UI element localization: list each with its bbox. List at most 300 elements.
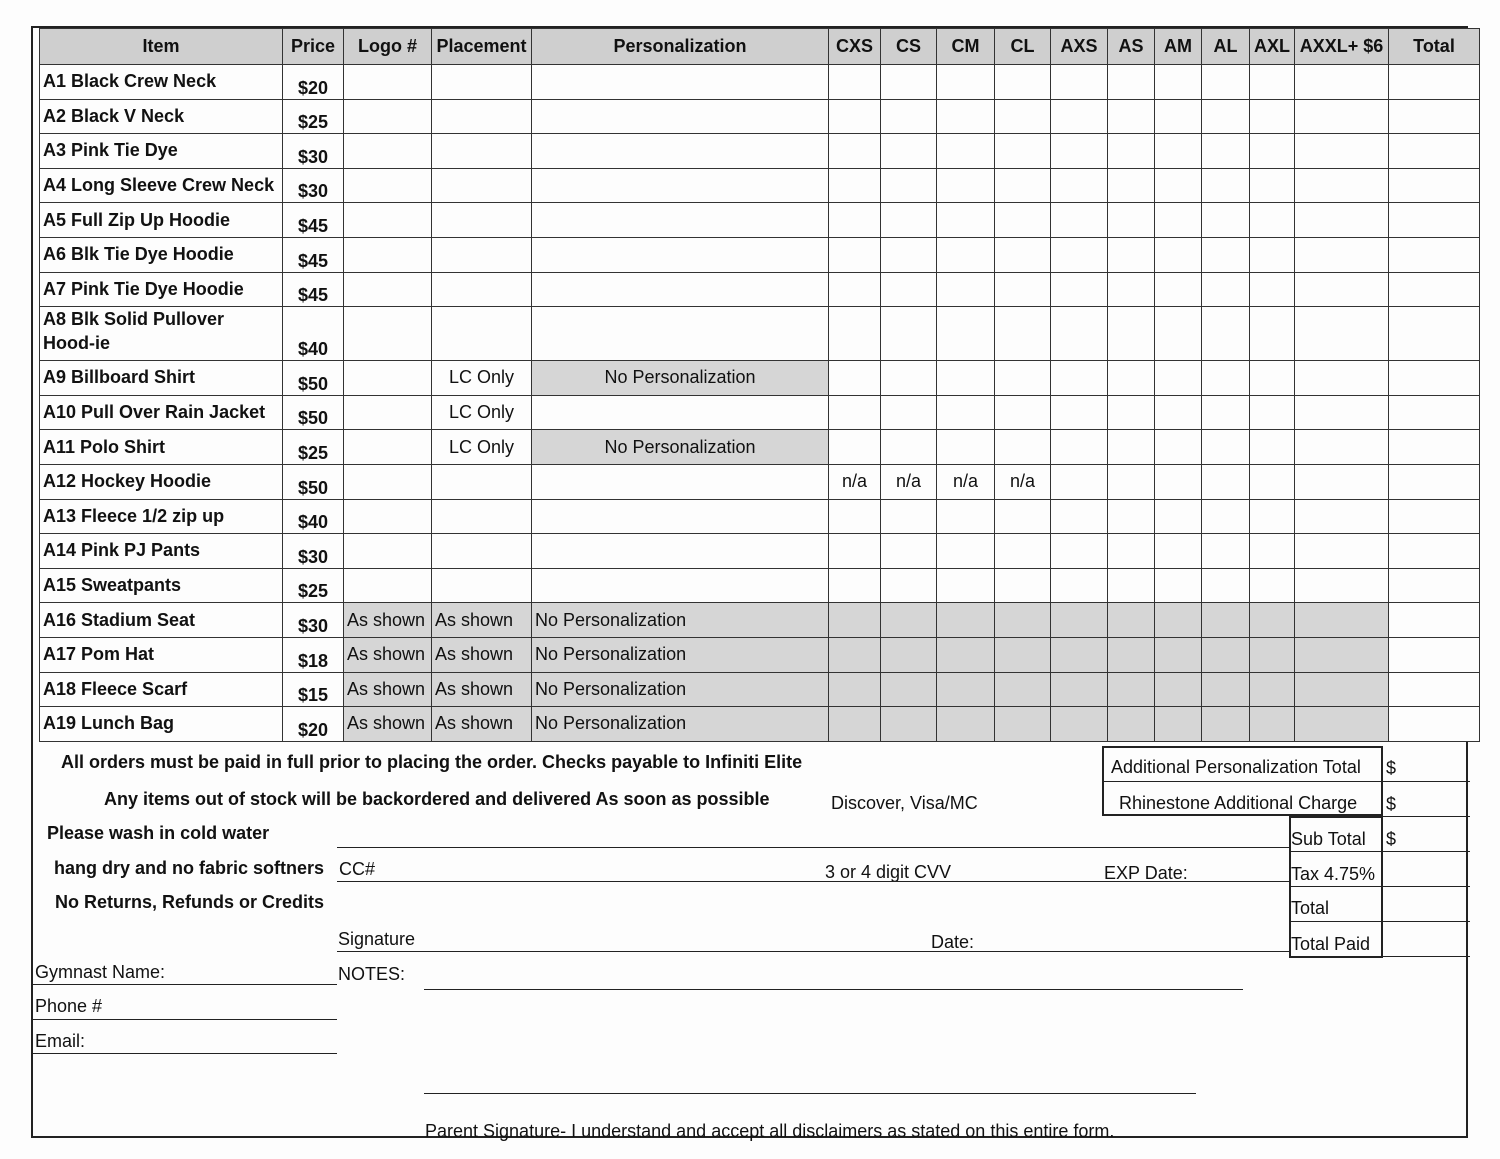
size-cell[interactable] — [1250, 307, 1295, 361]
size-cell[interactable] — [937, 99, 995, 134]
size-cell[interactable] — [995, 395, 1051, 430]
row-total-cell[interactable] — [1389, 568, 1480, 603]
logo-cell[interactable] — [344, 99, 432, 134]
size-cell[interactable] — [937, 534, 995, 569]
logo-cell[interactable] — [344, 237, 432, 272]
header-row — [40, 29, 1480, 65]
row-total-cell[interactable] — [1389, 464, 1480, 499]
table-row — [40, 534, 1480, 569]
personalization-cell[interactable] — [532, 168, 829, 203]
personalization-cell: No Personalization — [532, 672, 829, 707]
item-cell: A3 Pink Tie Dye — [40, 134, 283, 169]
table-row — [40, 464, 1480, 499]
size-cell[interactable] — [829, 65, 881, 100]
size-cell[interactable] — [881, 99, 937, 134]
size-cell[interactable] — [1155, 203, 1202, 238]
size-cell[interactable] — [1108, 430, 1155, 465]
size-cell[interactable] — [995, 99, 1051, 134]
row-total-cell[interactable] — [1389, 603, 1480, 638]
row-total-cell[interactable] — [1389, 395, 1480, 430]
size-cell[interactable] — [1051, 203, 1108, 238]
size-cell[interactable] — [1250, 99, 1295, 134]
size-cell[interactable] — [829, 430, 881, 465]
col-total: Total — [1389, 29, 1480, 65]
personalization-cell[interactable] — [532, 568, 829, 603]
size-cell[interactable] — [1108, 534, 1155, 569]
table-row — [40, 568, 1480, 603]
size-cell[interactable] — [1202, 99, 1250, 134]
size-cell — [1295, 637, 1389, 672]
size-cell: n/a — [937, 464, 995, 499]
size-cell[interactable] — [1202, 361, 1250, 396]
personalization-cell: No Personalization — [532, 603, 829, 638]
placement-cell[interactable] — [432, 499, 532, 534]
placement-cell[interactable] — [432, 272, 532, 307]
size-cell[interactable] — [881, 430, 937, 465]
row-total-cell[interactable] — [1389, 134, 1480, 169]
personalization-cell[interactable] — [532, 307, 829, 361]
row-total-cell[interactable] — [1389, 499, 1480, 534]
size-cell[interactable] — [881, 534, 937, 569]
size-cell[interactable] — [995, 203, 1051, 238]
logo-cell[interactable] — [344, 203, 432, 238]
gymnast-name-label: Gymnast Name: — [35, 962, 166, 982]
notes-label: NOTES: — [338, 964, 406, 984]
size-cell[interactable] — [995, 568, 1051, 603]
logo-cell[interactable] — [344, 534, 432, 569]
size-cell[interactable] — [1202, 430, 1250, 465]
logo-cell[interactable] — [344, 464, 432, 499]
size-cell[interactable] — [829, 395, 881, 430]
currency-3: $ — [1386, 829, 1397, 849]
summary-line-1 — [1289, 851, 1470, 852]
size-cell[interactable] — [881, 395, 937, 430]
size-cell[interactable] — [1250, 168, 1295, 203]
logo-cell[interactable] — [344, 395, 432, 430]
item-cell: A4 Long Sleeve Crew Neck — [40, 168, 283, 203]
placement-cell[interactable] — [432, 237, 532, 272]
size-cell[interactable] — [829, 534, 881, 569]
size-cell — [1155, 672, 1202, 707]
col-personalization: Personalization — [532, 29, 829, 65]
size-cell[interactable] — [1108, 65, 1155, 100]
logo-cell: As shown — [344, 603, 432, 638]
logo-cell[interactable] — [344, 361, 432, 396]
col-logo: Logo # — [344, 29, 432, 65]
price-cell: $40 — [283, 307, 344, 361]
size-cell[interactable] — [937, 430, 995, 465]
size-cell[interactable] — [1108, 307, 1155, 361]
placement-cell[interactable] — [432, 203, 532, 238]
row-total-cell[interactable] — [1389, 637, 1480, 672]
size-cell[interactable] — [1108, 361, 1155, 396]
price-cell: $30 — [283, 168, 344, 203]
size-cell[interactable] — [1155, 464, 1202, 499]
size-cell[interactable] — [1051, 361, 1108, 396]
col-size-cl: CL — [995, 29, 1051, 65]
item-cell: A7 Pink Tie Dye Hoodie — [40, 272, 283, 307]
size-cell[interactable] — [1051, 237, 1108, 272]
row-total-cell[interactable] — [1389, 430, 1480, 465]
size-cell[interactable] — [1295, 361, 1389, 396]
size-cell[interactable] — [1250, 499, 1295, 534]
size-cell[interactable] — [1155, 134, 1202, 169]
size-cell[interactable] — [937, 307, 995, 361]
email-label: Email: — [35, 1031, 86, 1051]
size-cell — [1202, 672, 1250, 707]
wash-note: Please wash in cold water — [47, 823, 270, 843]
placement-cell[interactable] — [432, 168, 532, 203]
row-total-cell[interactable] — [1389, 707, 1480, 742]
size-cell[interactable] — [1202, 65, 1250, 100]
table-row — [40, 168, 1480, 203]
size-cell[interactable] — [1155, 307, 1202, 361]
personalization-cell: No Personalization — [532, 707, 829, 742]
size-cell[interactable] — [881, 499, 937, 534]
personalization-cell[interactable] — [532, 237, 829, 272]
rhinestone-label: Rhinestone Additional Charge — [1119, 793, 1358, 813]
size-cell[interactable] — [1250, 568, 1295, 603]
col-item: Item — [40, 29, 283, 65]
parent-signature-line — [424, 1093, 1196, 1094]
size-cell[interactable] — [937, 395, 995, 430]
size-cell[interactable] — [1250, 272, 1295, 307]
size-cell[interactable] — [1051, 430, 1108, 465]
item-cell: A19 Lunch Bag — [40, 707, 283, 742]
price-cell: $25 — [283, 568, 344, 603]
size-cell[interactable] — [1295, 99, 1389, 134]
item-cell: A6 Blk Tie Dye Hoodie — [40, 237, 283, 272]
size-cell[interactable] — [1108, 99, 1155, 134]
placement-cell: As shown — [432, 637, 532, 672]
size-cell — [1155, 603, 1202, 638]
price-cell: $30 — [283, 603, 344, 638]
size-cell[interactable] — [1108, 168, 1155, 203]
col-placement: Placement — [432, 29, 532, 65]
paid-in-full-note: All orders must be paid in full prior to placing the order. Checks payable to Infiniti Elite — [61, 752, 803, 772]
size-cell[interactable] — [1155, 534, 1202, 569]
size-cell — [1250, 637, 1295, 672]
size-cell[interactable] — [1108, 203, 1155, 238]
size-cell[interactable] — [995, 499, 1051, 534]
gymnast-line — [33, 984, 337, 985]
placement-cell[interactable] — [432, 134, 532, 169]
size-cell[interactable] — [1250, 134, 1295, 169]
size-cell — [881, 603, 937, 638]
size-cell[interactable] — [1202, 203, 1250, 238]
size-cell — [829, 637, 881, 672]
logo-cell[interactable] — [344, 430, 432, 465]
size-cell — [881, 707, 937, 742]
col-size-cs: CS — [881, 29, 937, 65]
currency-2: $ — [1386, 794, 1397, 814]
size-cell[interactable] — [995, 534, 1051, 569]
size-cell[interactable] — [1250, 534, 1295, 569]
row-total-cell[interactable] — [1389, 203, 1480, 238]
size-cell[interactable] — [1155, 168, 1202, 203]
size-cell[interactable] — [1295, 272, 1389, 307]
logo-cell[interactable] — [344, 134, 432, 169]
personalization-cell[interactable] — [532, 134, 829, 169]
price-cell: $50 — [283, 464, 344, 499]
size-cell — [1202, 603, 1250, 638]
size-cell[interactable] — [1295, 534, 1389, 569]
size-cell[interactable] — [829, 237, 881, 272]
size-cell[interactable] — [995, 134, 1051, 169]
size-cell[interactable] — [881, 65, 937, 100]
logo-cell[interactable] — [344, 65, 432, 100]
size-cell[interactable] — [1250, 464, 1295, 499]
size-cell[interactable] — [1202, 534, 1250, 569]
table-row — [40, 99, 1480, 134]
size-cell — [1155, 637, 1202, 672]
personalization-cell[interactable] — [532, 499, 829, 534]
size-cell[interactable] — [1108, 272, 1155, 307]
logo-cell[interactable] — [344, 499, 432, 534]
size-cell[interactable] — [1051, 534, 1108, 569]
size-cell[interactable] — [1295, 430, 1389, 465]
size-cell[interactable] — [1155, 395, 1202, 430]
tax-label: Tax 4.75% — [1291, 864, 1376, 884]
row-total-cell[interactable] — [1389, 168, 1480, 203]
size-cell[interactable] — [995, 168, 1051, 203]
size-cell[interactable] — [1108, 464, 1155, 499]
size-cell[interactable] — [1202, 237, 1250, 272]
parent-signature-label: Parent Signature- I understand and accept all disclaimers as stated on this entire form. — [425, 1121, 1115, 1141]
col-price: Price — [283, 29, 344, 65]
size-cell[interactable] — [1051, 307, 1108, 361]
size-cell[interactable] — [881, 168, 937, 203]
size-cell[interactable] — [829, 272, 881, 307]
size-cell[interactable] — [1295, 307, 1389, 361]
size-cell[interactable] — [937, 361, 995, 396]
placement-cell[interactable] — [432, 99, 532, 134]
size-cell — [1295, 672, 1389, 707]
item-cell: A8 Blk Solid Pullover Hood-ie — [40, 307, 283, 361]
size-cell[interactable] — [1155, 65, 1202, 100]
price-cell: $45 — [283, 272, 344, 307]
size-cell[interactable] — [1108, 134, 1155, 169]
price-cell: $50 — [283, 361, 344, 396]
placement-cell: As shown — [432, 707, 532, 742]
size-cell[interactable] — [1108, 237, 1155, 272]
size-cell[interactable] — [1295, 499, 1389, 534]
size-cell[interactable] — [829, 203, 881, 238]
size-cell[interactable] — [937, 134, 995, 169]
size-cell[interactable] — [995, 361, 1051, 396]
size-cell[interactable] — [829, 307, 881, 361]
table-row — [40, 272, 1480, 307]
size-cell[interactable] — [995, 237, 1051, 272]
summary-line-3 — [1289, 921, 1470, 922]
size-cell[interactable] — [881, 237, 937, 272]
size-cell[interactable] — [881, 361, 937, 396]
personalization-cell[interactable] — [532, 65, 829, 100]
table-row — [40, 65, 1480, 100]
logo-cell[interactable] — [344, 272, 432, 307]
size-cell[interactable] — [1295, 395, 1389, 430]
size-cell[interactable] — [1202, 272, 1250, 307]
size-cell — [995, 637, 1051, 672]
size-cell[interactable] — [1250, 430, 1295, 465]
size-cell[interactable] — [829, 168, 881, 203]
size-cell[interactable] — [829, 568, 881, 603]
placement-cell: LC Only — [432, 395, 532, 430]
phone-line — [33, 1019, 337, 1020]
size-cell[interactable] — [1295, 65, 1389, 100]
size-cell[interactable] — [1295, 237, 1389, 272]
personalization-cell[interactable] — [532, 534, 829, 569]
size-cell[interactable] — [1202, 134, 1250, 169]
size-cell[interactable] — [1202, 168, 1250, 203]
logo-cell[interactable] — [344, 168, 432, 203]
personalization-cell[interactable] — [532, 203, 829, 238]
total-label: Total — [1291, 898, 1330, 918]
size-cell[interactable] — [1155, 237, 1202, 272]
size-cell[interactable] — [1202, 307, 1250, 361]
size-cell[interactable] — [829, 499, 881, 534]
placement-cell[interactable] — [432, 464, 532, 499]
placement-cell[interactable] — [432, 534, 532, 569]
size-cell — [1108, 672, 1155, 707]
size-cell[interactable] — [995, 272, 1051, 307]
size-cell[interactable] — [1155, 430, 1202, 465]
size-cell — [937, 707, 995, 742]
size-cell[interactable] — [1051, 168, 1108, 203]
size-cell[interactable] — [1051, 134, 1108, 169]
row-total-cell[interactable] — [1389, 237, 1480, 272]
total-paid-label: Total Paid — [1291, 934, 1371, 954]
row-total-cell[interactable] — [1389, 307, 1480, 361]
size-cell[interactable] — [829, 134, 881, 169]
price-cell: $45 — [283, 203, 344, 238]
placement-cell[interactable] — [432, 568, 532, 603]
size-cell — [995, 672, 1051, 707]
size-cell[interactable] — [1295, 568, 1389, 603]
placement-cell: LC Only — [432, 361, 532, 396]
size-cell[interactable] — [1250, 203, 1295, 238]
size-cell[interactable] — [1155, 99, 1202, 134]
size-cell[interactable] — [881, 568, 937, 603]
size-cell[interactable] — [1250, 237, 1295, 272]
summary-line-2 — [1289, 886, 1470, 887]
placement-cell[interactable] — [432, 307, 532, 361]
placement-cell: As shown — [432, 672, 532, 707]
personalization-cell[interactable] — [532, 464, 829, 499]
size-cell[interactable] — [1051, 499, 1108, 534]
size-cell[interactable] — [1155, 361, 1202, 396]
size-cell[interactable] — [1250, 395, 1295, 430]
personalization-cell[interactable] — [532, 272, 829, 307]
size-cell[interactable] — [881, 203, 937, 238]
row-total-cell[interactable] — [1389, 65, 1480, 100]
table-row — [40, 637, 1480, 672]
size-cell[interactable] — [1051, 395, 1108, 430]
size-cell[interactable] — [937, 168, 995, 203]
row-total-cell[interactable] — [1389, 99, 1480, 134]
logo-cell[interactable] — [344, 568, 432, 603]
logo-cell: As shown — [344, 707, 432, 742]
size-cell — [937, 603, 995, 638]
size-cell[interactable] — [937, 65, 995, 100]
size-cell[interactable] — [1202, 568, 1250, 603]
cc-line — [337, 881, 1290, 882]
size-cell[interactable] — [1155, 568, 1202, 603]
size-cell[interactable] — [1295, 134, 1389, 169]
table-row — [40, 203, 1480, 238]
size-cell[interactable] — [1051, 65, 1108, 100]
size-cell[interactable] — [995, 65, 1051, 100]
size-cell[interactable] — [881, 307, 937, 361]
size-cell[interactable] — [937, 203, 995, 238]
table-row — [40, 307, 1480, 361]
table-row — [40, 603, 1480, 638]
size-cell[interactable] — [1202, 464, 1250, 499]
size-cell[interactable] — [1155, 499, 1202, 534]
size-cell[interactable] — [1108, 395, 1155, 430]
row-total-cell[interactable] — [1389, 672, 1480, 707]
price-cell: $25 — [283, 430, 344, 465]
size-cell[interactable] — [1295, 168, 1389, 203]
size-cell — [1051, 672, 1108, 707]
row-total-cell[interactable] — [1389, 534, 1480, 569]
size-cell: n/a — [881, 464, 937, 499]
size-cell: n/a — [829, 464, 881, 499]
col-size-cxs: CXS — [829, 29, 881, 65]
size-cell[interactable] — [937, 272, 995, 307]
size-cell[interactable] — [1051, 568, 1108, 603]
size-cell — [1250, 707, 1295, 742]
size-cell[interactable] — [1051, 99, 1108, 134]
size-cell[interactable] — [1250, 361, 1295, 396]
size-cell[interactable] — [1155, 272, 1202, 307]
size-cell[interactable] — [995, 430, 1051, 465]
placement-cell[interactable] — [432, 65, 532, 100]
card-name-line — [337, 847, 1290, 848]
size-cell[interactable] — [1202, 499, 1250, 534]
personalization-cell[interactable] — [532, 99, 829, 134]
backorder-note: Any items out of stock will be backordered and delivered As soon as possible — [104, 789, 770, 809]
size-cell[interactable] — [1202, 395, 1250, 430]
table-row — [40, 361, 1480, 396]
row-total-cell[interactable] — [1389, 361, 1480, 396]
size-cell[interactable] — [937, 568, 995, 603]
size-cell — [1051, 707, 1108, 742]
size-cell[interactable] — [881, 134, 937, 169]
table-row — [40, 134, 1480, 169]
size-cell[interactable] — [1295, 464, 1389, 499]
row-total-cell[interactable] — [1389, 272, 1480, 307]
size-cell[interactable] — [829, 99, 881, 134]
size-cell[interactable] — [937, 237, 995, 272]
logo-cell[interactable] — [344, 307, 432, 361]
size-cell[interactable] — [1295, 203, 1389, 238]
personalization-cell[interactable] — [532, 395, 829, 430]
size-cell[interactable] — [1108, 568, 1155, 603]
item-cell: A12 Hockey Hoodie — [40, 464, 283, 499]
size-cell[interactable] — [937, 499, 995, 534]
size-cell[interactable] — [881, 272, 937, 307]
size-cell[interactable] — [995, 307, 1051, 361]
size-cell[interactable] — [1051, 272, 1108, 307]
size-cell[interactable] — [1250, 65, 1295, 100]
size-cell[interactable] — [829, 361, 881, 396]
size-cell[interactable] — [1108, 499, 1155, 534]
summary-line-4 — [1383, 956, 1470, 957]
personalization-cell: No Personalization — [532, 361, 829, 396]
size-cell[interactable] — [1051, 464, 1108, 499]
table-row — [40, 237, 1480, 272]
